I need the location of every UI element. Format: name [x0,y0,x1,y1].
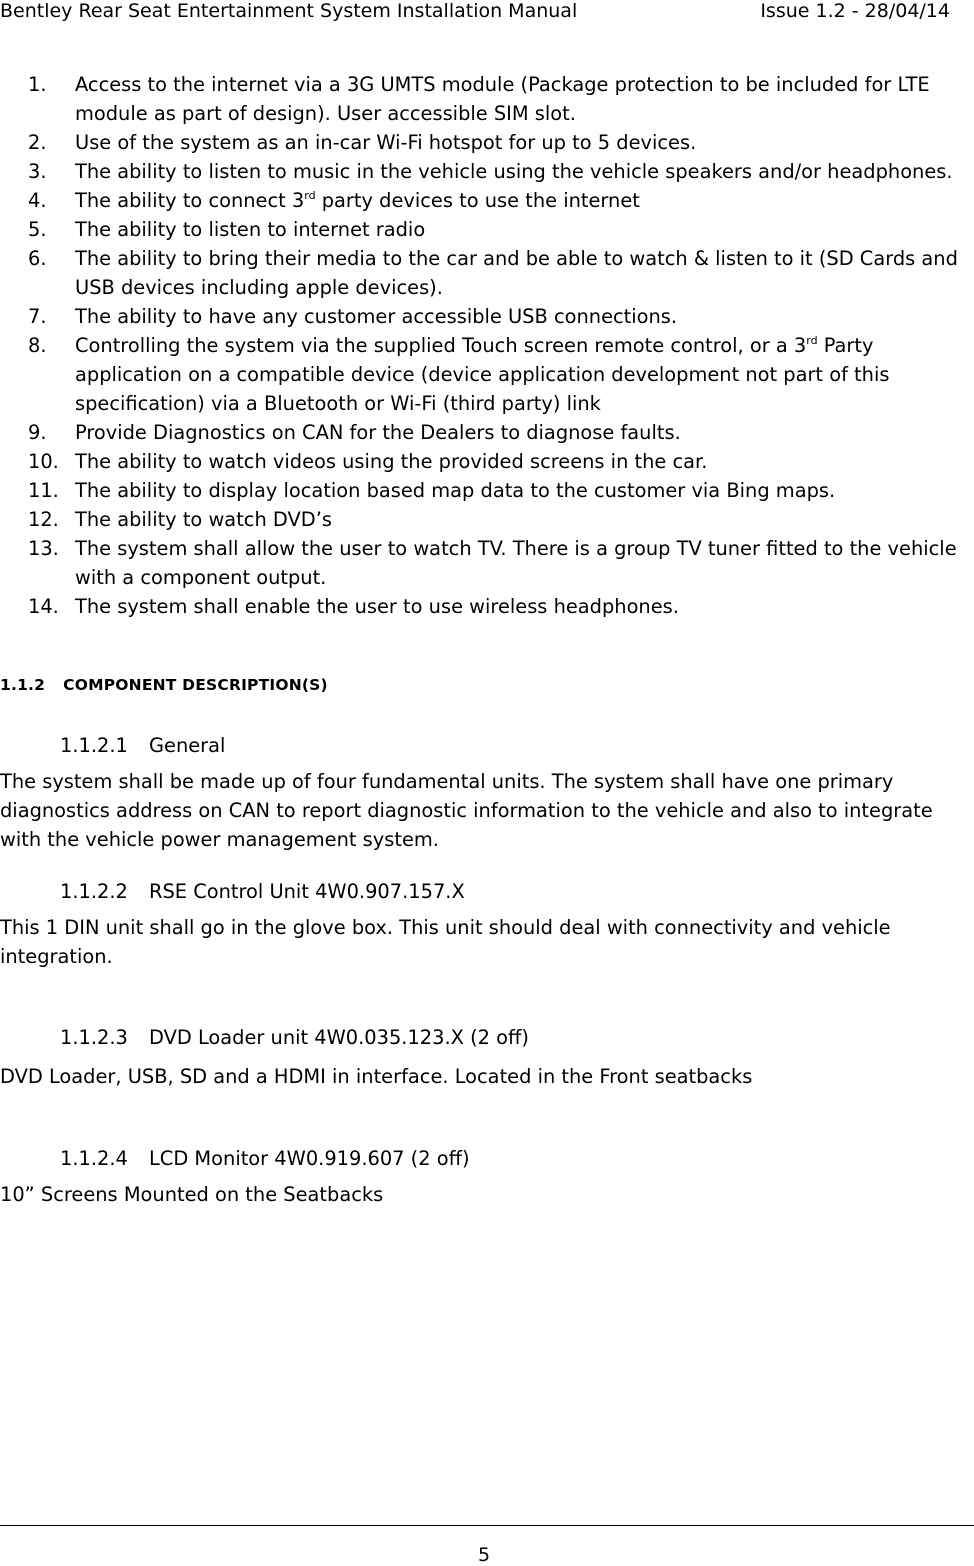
subsection-heading-control-unit: 1.1.2.2 RSE Control Unit 4W0.907.157.X [60,880,465,903]
list-item: 1. Access to the internet via a 3G UMTS module (Package protection to be included for LTE module as part of design). User accessible SIM slot. [28,73,930,125]
subsection-body-lcd-monitor: 10” Screens Mounted on the Seatbacks [0,1183,384,1206]
list-item: 5. The ability to listen to internet radio [28,218,426,241]
page-number: 5 [478,1544,491,1566]
list-item: 11. The ability to display location based map data to the customer via Bing maps. [28,479,836,502]
subsection-body-dvd-loader: DVD Loader, USB, SD and a HDMI in interface. Located in the Front seatbacks [0,1065,753,1088]
feature-list [0,70,974,621]
section-title: COMPONENT DESCRIPTION(S) [63,676,328,694]
subsection-body-general: The system shall be made up of four fundamental units. The system shall have one primary diagnostics address on CAN to report diagnostic information to the vehicle and also to integrate with the vehicle power management system. [0,770,933,851]
list-item: 13. The system shall allow the user to watch TV. There is a group TV tuner fitted to the vehicle with a component output. [28,537,957,589]
subsection-body-control-unit: This 1 DIN unit shall go in the glove box. This unit should deal with connectivity and vehicle integration. [0,916,891,968]
section-number: 1.1.2 [0,676,46,694]
list-item: 2. Use of the system as an in-car Wi-Fi hotspot for up to 5 devices. [28,131,697,154]
list-item: 12. The ability to watch DVD’s [28,508,332,531]
list-item: 6. The ability to bring their media to the car and be able to watch & listen to it (SD Cards and USB devices including apple devices). [28,247,958,299]
list-item: 14. The system shall enable the user to use wireless headphones. [28,595,679,618]
page-header [0,0,974,26]
list-item: 8. Controlling the system via the supplied Touch screen remote control, or a 3rd Party application on a compatible device (device application development not part of this specification) via a Bluetooth or Wi-Fi (third party) link [28,333,890,415]
list-item: 9. Provide Diagnostics on CAN for the Dealers to diagnose faults. [28,421,681,444]
subsection-heading-dvd-loader: 1.1.2.3 DVD Loader unit 4W0.035.123.X (2 off) [60,1026,529,1049]
issue-date: Issue 1.2 - 28/04/14 [760,0,950,22]
subsection-heading-lcd-monitor: 1.1.2.4 LCD Monitor 4W0.919.607 (2 off) [60,1147,470,1170]
list-item: 4. The ability to connect 3rd party devices to use the internet [28,188,640,212]
list-item: 3. The ability to listen to music in the vehicle using the vehicle speakers and/or headphones. [28,160,953,183]
document-title: Bentley Rear Seat Entertainment System Installation Manual [0,0,578,22]
subsection-heading-general: 1.1.2.1 General [60,734,226,757]
list-item: 7. The ability to have any customer accessible USB connections. [28,305,678,328]
section-heading [0,676,328,694]
list-item: 10. The ability to watch videos using the provided screens in the car. [28,450,708,473]
footer-divider [0,1525,974,1526]
